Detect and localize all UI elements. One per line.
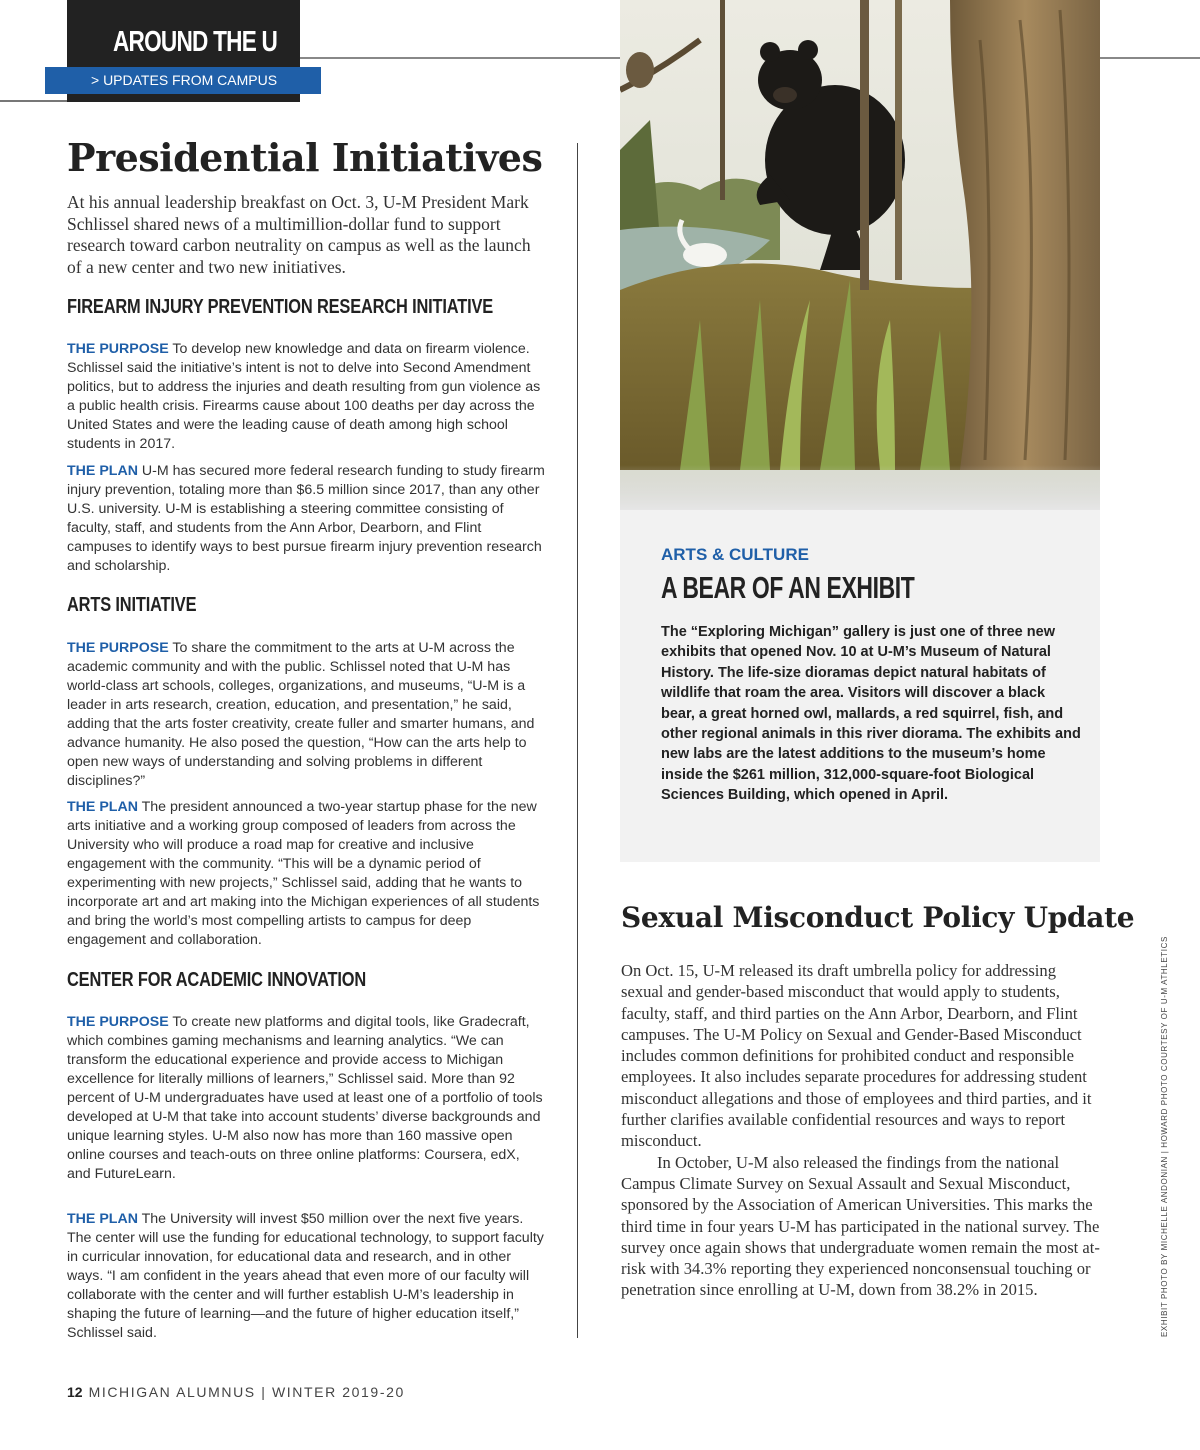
policy-paragraph: On Oct. 15, U-M released its draft umbrella policy for addressing sexual and gender-based misconduct that would apply to students, faculty, staff, and third parties on the Ann Arbor, Dearborn, and Flint campuses. The U-M Policy on Sexual and Gender-Based Misconduct includes common definitions for prohibited conduct and responsible employees. It also includes separate procedures for addressing student misconduct allegations and those of employees and third parties, and it further clarifies available confidential resources and ways to report misconduct.	[621, 961, 1092, 1151]
section-heading-academic-innovation: CENTER FOR ACADEMIC INNOVATION	[67, 969, 367, 991]
policy-title: Sexual Misconduct Policy Update	[621, 901, 1135, 934]
bear-diorama-photo	[620, 0, 1100, 510]
callout-title: A BEAR OF AN EXHIBIT	[661, 570, 915, 605]
purpose-text: To create new platforms and digital tools, like Gradecraft, which combines gaming mechanisms and learning analytics. “We can transform the educational experience and provide access to Michigan excellence for literally millions of learners,” Schlissel said. More than 92 percent of U-M undergraduates have used at least one of a portfolio of tools developed at U-M that take into account students’ diverse backgrounds and unique learning styles. U-M also now has more than 160 massive open online courses and teach-outs on three online platforms: Coursera, edX, and FutureLearn.	[67, 1014, 543, 1182]
purpose-label: THE PURPOSE	[67, 1014, 169, 1030]
header-rule-middle	[300, 57, 620, 59]
plan-text: The University will invest $50 million over the next five years. The center will use the funding for educational technology, to support faculty in curricular innovation, for educational data and research, and in other ways. “I am confident in the years ahead that even more of our faculty will collaborate with the center and will further establish U-M’s leadership in shaping the future of learning—and the future of higher education itself,” Schlissel said.	[67, 1211, 544, 1341]
plan-label: THE PLAN	[67, 799, 138, 815]
photo-credit: EXHIBIT PHOTO BY MICHELLE ANDONIAN | HOWARD PHOTO COURTESY OF U-M ATHLETICS	[1160, 936, 1169, 1337]
firearm-purpose-paragraph	[67, 340, 547, 454]
article-intro: At his annual leadership breakfast on Oct. 3, U-M President Mark Schlissel shared news of a multimillion-dollar fund to support research toward carbon neutrality on campus as well as the launch of a new center and two new initiatives.	[67, 192, 531, 277]
header-rule-left	[0, 100, 68, 102]
callout-kicker: ARTS & CULTURE	[661, 545, 809, 564]
arts-plan-paragraph	[67, 798, 547, 950]
section-heading-firearm: FIREARM INJURY PREVENTION RESEARCH INITIATIVE	[67, 296, 494, 318]
callout-body: The “Exploring Michigan” gallery is just one of three new exhibits that opened Nov. 10 at U-M’s Museum of Natural History. The life-size dioramas depict natural habitats of wildlife that roam the area. Visitors will discover a black bear, a great horned owl, mallards, a red squirrel, fish, and other regional animals in this river diorama. The exhibits and new labs are the latest additions to the museum’s home inside the $261 million, 312,000-square-foot Biological Sciences Building, which opened in April.	[661, 624, 1081, 804]
innovation-purpose-paragraph	[67, 1013, 547, 1184]
column-divider	[577, 143, 578, 1338]
page-footer	[67, 1384, 405, 1400]
purpose-label: THE PURPOSE	[67, 640, 169, 656]
policy-paragraph: In October, U-M also released the findings from the national Campus Climate Survey on Sexual Assault and Sexual Misconduct, sponsored by the Association of American Universities. This marks the third time in four years U-M has participated in the national survey. The survey once again shows that undergraduate women remain the most at-risk with 34.3% reporting they experienced nonconsensual touching or penetration since enrolling at U-M, down from 38.2% in 2015.	[621, 1152, 1100, 1300]
section-heading-arts: ARTS INITIATIVE	[67, 594, 197, 616]
article-title: Presidential Initiatives	[67, 135, 543, 180]
section-title: AROUND THE U	[113, 26, 278, 58]
purpose-text: To develop new knowledge and data on firearm violence. Schlissel said the initiative’s intent is not to delve into Second Amendment politics, but to address the injuries and death resulting from gun violence as a public health crisis. Firearms cause about 100 deaths per day across the United States and were the leading cause of death among high school students in 2017.	[67, 341, 541, 452]
innovation-plan-paragraph	[67, 1210, 547, 1343]
purpose-text: To share the commitment to the arts at U-M across the academic community and with the public. Schlissel noted that U-M has world-class art schools, colleges, organizations, and museums, “U-M is a leader in arts research, creation, education, and presentation,” he said, adding that the arts foster creativity, create fuller and smarter humans, and advance humanity. He also posed the question, “How can the arts help to open new ways of understanding and solving problems in different disciplines?”	[67, 640, 535, 789]
page-number: 12	[67, 1384, 83, 1400]
firearm-plan-paragraph	[67, 462, 547, 576]
arts-purpose-paragraph	[67, 639, 547, 791]
plan-text: U-M has secured more federal research funding to study firearm injury prevention, totaling more than $6.5 million since 2017, than any other U.S. university. U-M is establishing a steering committee consisting of faculty, staff, and students from the Ann Arbor, Dearborn, and Flint campuses to identify ways to best pursue firearm injury prevention research and scholarship.	[67, 463, 545, 574]
purpose-label: THE PURPOSE	[67, 341, 169, 357]
policy-body	[621, 960, 1101, 1301]
subsection-label: > UPDATES FROM CAMPUS	[91, 72, 278, 88]
plan-label: THE PLAN	[67, 1211, 138, 1227]
plan-label: THE PLAN	[67, 463, 138, 479]
plan-text: The president announced a two-year startup phase for the new arts initiative and a working group composed of leaders from across the University who will produce a road map for creative and inclusive engagement with the community. “This will be a dynamic period of experimenting with new projects,” Schlissel said, adding that he wants to incorporate art and art making into the Michigan experiences of all students and bring the world’s most compelling artists to campus for deep engagement and collaboration.	[67, 799, 540, 948]
publication-name: MICHIGAN ALUMNUS | WINTER 2019-20	[88, 1384, 405, 1400]
header-rule-right	[1100, 57, 1200, 59]
